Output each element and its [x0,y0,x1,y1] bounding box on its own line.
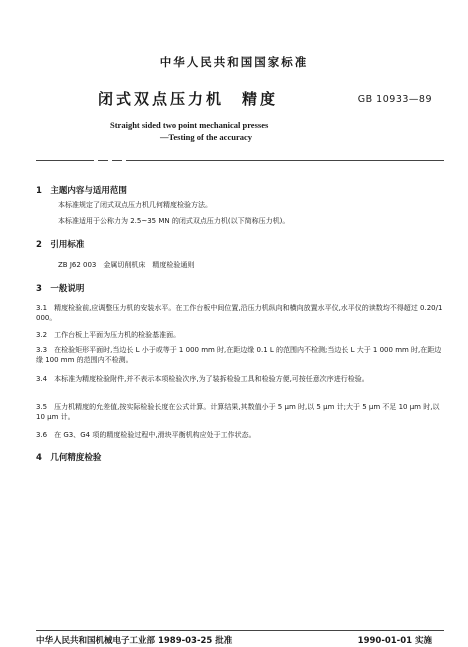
clause-3-5: 3.5 压力机精度的允差值,按实际检验长度在公式计算。计算结果,其数值小于 5 μm 时,以 5 μm 计;大于 5 μm 不足 10 μm 时,以 10 μm 计。 [36,403,440,421]
title-divider-left [36,160,94,161]
section-4-heading: 4 几何精度检验 [36,453,102,463]
section-1-paragraph-2: 本标准适用于公称力为 2.5~35 MN 的闭式双点压力机(以下简称压力机)。 [58,217,290,225]
section-1-paragraph-1: 本标准规定了闭式双点压力机几何精度检验方法。 [58,201,212,209]
clause-3-3: 3.3 在检验矩形平面时,当边长 L 小于或等于 1 000 mm 时,在距边缘 0.1 L 的范围内不检测;当边长 L 大于 1 000 mm 时,在距边缘 100 mm 的范围内不检测。 [36,346,442,364]
title-divider-dash2 [112,160,122,161]
footer-rule [36,630,444,631]
clause-3-1: 3.1 精度检验前,应调整压力机的安装水平。在工作台板中间位置,沿压力机纵向和横向放置水平仪,水平仪的读数均不得超过 0.20/1 000。 [36,304,443,322]
standard-code: GB 10933—89 [357,94,432,105]
section-2-reference: ZB J62 003 金属切削机床 精度检验通则 [58,261,195,269]
section-3-heading: 3 一般说明 [36,284,85,294]
title-divider-dash1 [98,160,108,161]
approval-note: 中华人民共和国机械电子工业部 1989-03-25 批准 [36,636,233,646]
title-divider-right [126,160,444,161]
standard-header: 中华人民共和国国家标准 [159,55,309,69]
section-1-heading: 1 主题内容与适用范围 [36,186,127,196]
english-title-line2: —Testing of the accuracy [160,132,252,142]
clause-3-4: 3.4 本标准为精度检验附件,并不表示本项检验次序,为了装拆检验工具和检验方便,可按任意次序进行检验。 [36,375,369,383]
english-title-line1: Straight sided two point mechanical presses [110,120,269,130]
clause-3-2: 3.2 工作台板上平面为压力机的检验基准面。 [36,331,181,339]
effective-date: 1990-01-01 实施 [357,636,432,646]
clause-3-6: 3.6 在 G3、G4 项的精度检验过程中,滑块平衡机构应处于工作状态。 [36,431,256,439]
section-2-heading: 2 引用标准 [36,240,85,250]
document-title: 闭式双点压力机 精度 [98,90,279,108]
